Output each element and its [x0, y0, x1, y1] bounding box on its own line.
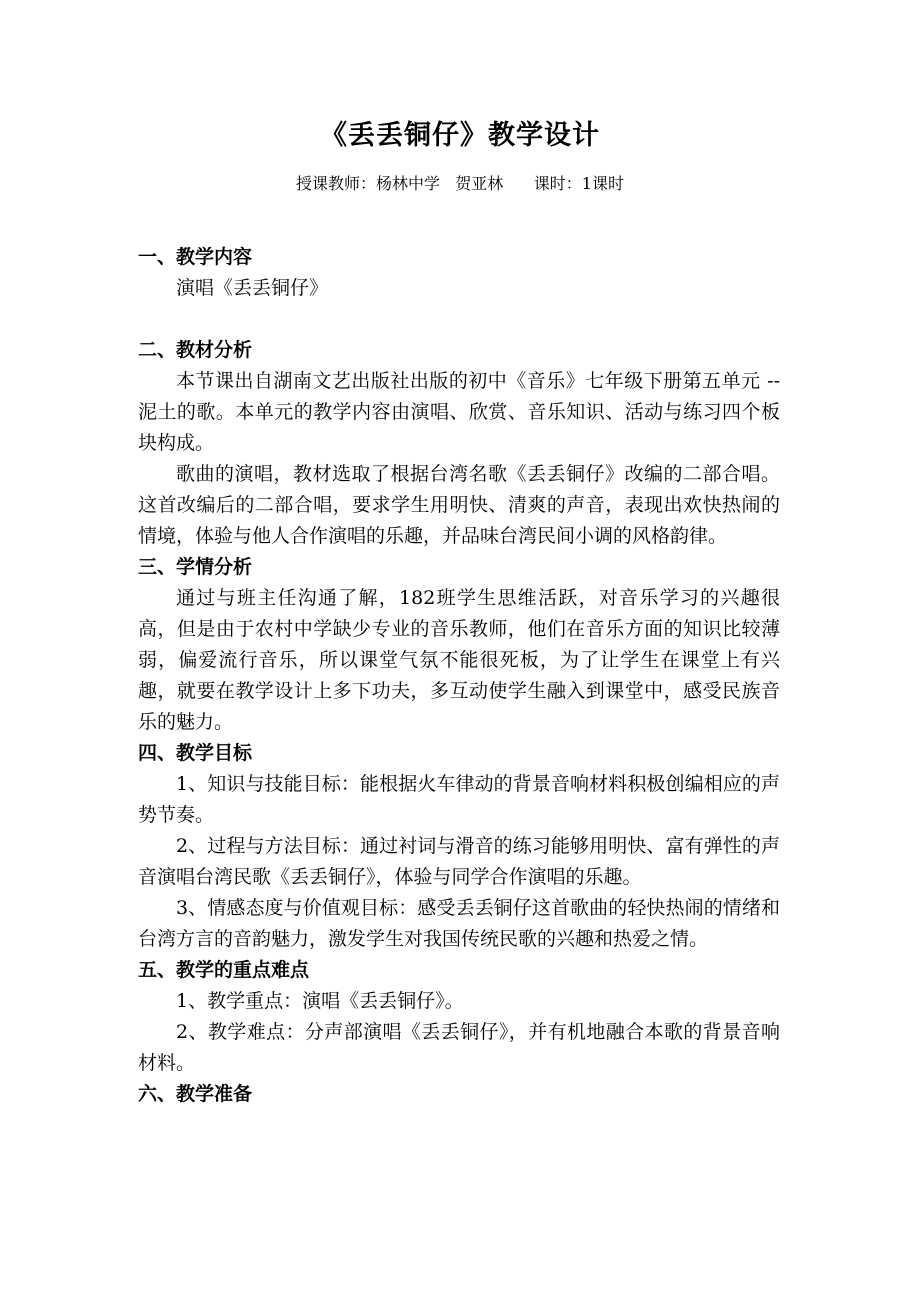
paragraph: 1、知识与技能目标：能根据火车律动的背景音响材料积极创编相应的声势节奏。 [138, 773, 780, 826]
paragraph: 演唱《丢丢铜仔》 [176, 277, 329, 299]
paragraph: 1、教学重点：演唱《丢丢铜仔》。 [176, 990, 464, 1012]
document-title: 《丢丢铜仔》教学设计 [320, 120, 600, 151]
section-heading-preparation: 六、教学准备 [138, 1083, 253, 1105]
document-subtitle: 授课教师：杨林中学 贺亚林 课时：1课时 [296, 174, 624, 193]
paragraph: 本节课出自湖南文艺出版社出版的初中《音乐》七年级下册第五单元 -- 泥土的歌。本单元的教学内容由演唱、欣赏、音乐知识、活动与练习四个板块构成。 [138, 370, 780, 454]
paragraph: 歌曲的演唱，教材选取了根据台湾名歌《丢丢铜仔》改编的二部合唱。这首改编后的二部合唱，要求学生用明快、清爽的声音，表现出欢快热闹的情境，体验与他人合作演唱的乐趣，并品味台湾民间小调的风格韵律。 [138, 463, 780, 547]
paragraph: 2、过程与方法目标：通过衬词与滑音的练习能够用明快、富有弹性的声音演唱台湾民歌《丢丢铜仔》，体验与同学合作演唱的乐趣。 [138, 835, 780, 888]
paragraph: 通过与班主任沟通了解，182班学生思维活跃，对音乐学习的兴趣很高，但是由于农村中学缺少专业的音乐教师，他们在音乐方面的知识比较薄弱，偏爱流行音乐，所以课堂气氛不能很死板，为了让学生在课堂上有兴趣，就要在教学设计上多下功夫，多互动使学生融入到课堂中，感受民族音乐的魅力。 [138, 587, 780, 733]
paragraph: 3、情感态度与价值观目标：感受丢丢铜仔这首歌曲的轻快热闹的情绪和台湾方言的音韵魅力，激发学生对我国传统民歌的兴趣和热爱之情。 [138, 897, 780, 950]
section-heading-material-analysis: 二、教材分析 [138, 339, 253, 361]
section-heading-student-analysis: 三、学情分析 [138, 556, 253, 578]
section-heading-content: 一、教学内容 [138, 246, 253, 268]
section-heading-key-points: 五、教学的重点难点 [138, 959, 310, 981]
section-gap [138, 304, 780, 335]
section-heading-teaching-goals: 四、教学目标 [138, 742, 253, 764]
paragraph: 2、教学难点：分声部演唱《丢丢铜仔》，并有机地融合本歌的背景音响材料。 [138, 1021, 780, 1074]
document-body [138, 242, 780, 1110]
